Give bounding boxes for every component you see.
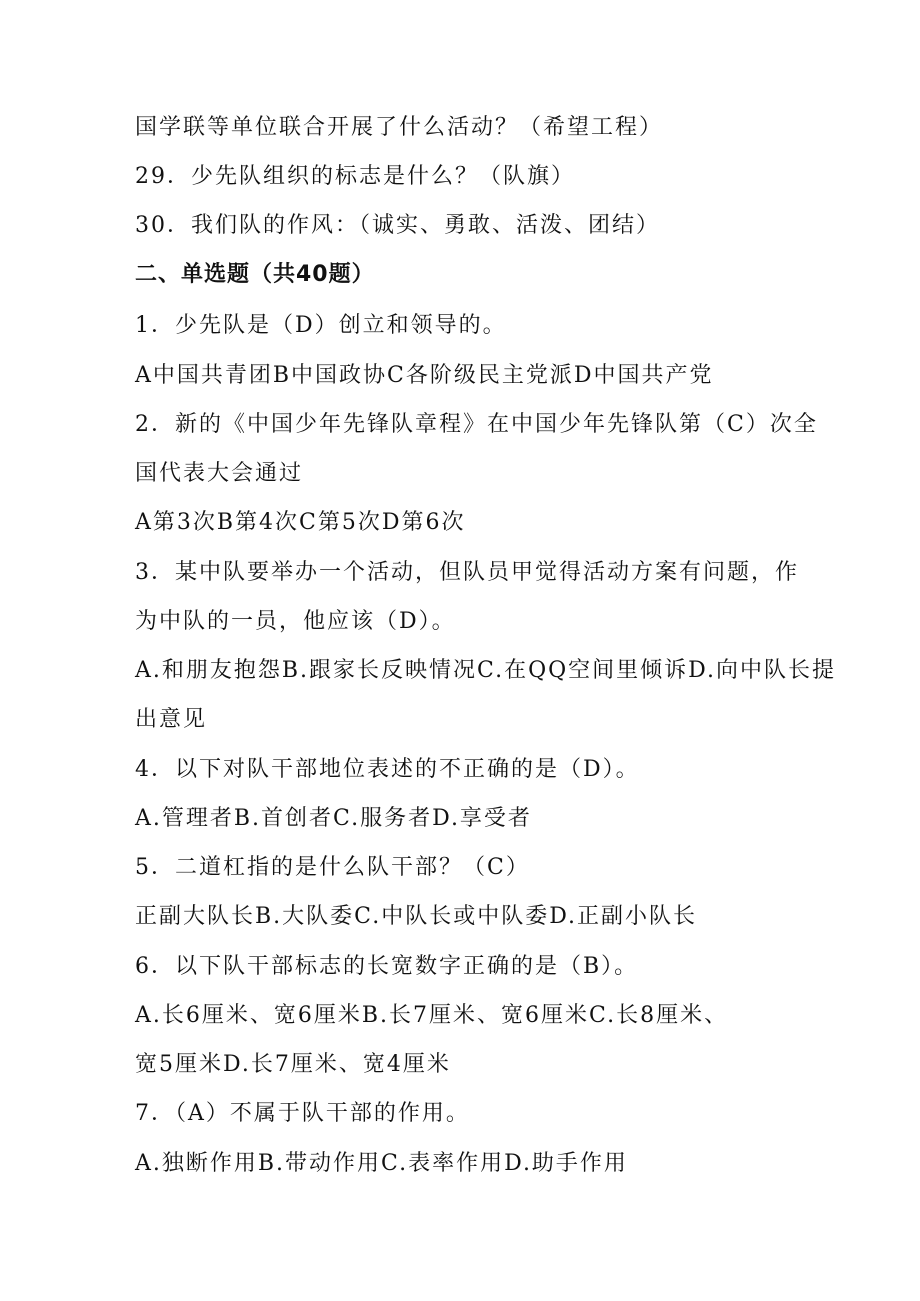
question-30: 30．我们队的作风：（诚实、勇敢、活泼、团结）: [135, 213, 660, 238]
question-1: 1．少先队是（D）创立和领导的。: [135, 313, 507, 338]
question-2-options: A第3次B第4次C第5次D第6次: [135, 510, 466, 535]
text-line-continuation: 国学联等单位联合开展了什么活动？（希望工程）: [135, 115, 664, 140]
section-heading-single-choice: 二、单选题（共40题）: [135, 262, 375, 287]
question-3: 3．某中队要举办一个活动，但队员甲觉得活动方案有问题，作: [135, 560, 799, 585]
question-3-options-continued: 出意见: [135, 707, 208, 732]
question-1-options: A中国共青团B中国政协C各阶级民主党派D中国共产党: [135, 363, 714, 388]
question-3-continued: 为中队的一员，他应该（D）。: [135, 609, 456, 634]
question-7-options: A.独断作用B.带动作用C.表率作用D.助手作用: [135, 1151, 628, 1176]
question-4-options: A.管理者B.首创者C.服务者D.享受者: [135, 806, 532, 831]
question-6-options-continued: 宽5厘米D.长7厘米、宽4厘米: [135, 1052, 451, 1077]
question-5-options: 正副大队长B.大队委C.中队长或中队委D.正副小队长: [135, 904, 698, 929]
question-5: 5．二道杠指的是什么队干部？（C）: [135, 855, 530, 880]
question-6-options: A.长6厘米、宽6厘米B.长7厘米、宽6厘米C.长8厘米、: [135, 1003, 729, 1028]
question-4: 4．以下对队干部地位表述的不正确的是（D）。: [135, 757, 640, 782]
question-6: 6．以下队干部标志的长宽数字正确的是（B）。: [135, 954, 639, 979]
question-2-continued: 国代表大会通过: [135, 461, 304, 486]
question-3-options: A.和朋友抱怨B.跟家长反映情况C.在QQ空间里倾诉D.向中队长提: [135, 658, 837, 683]
question-2: 2．新的《中国少年先锋队章程》在中国少年先锋队第（C）次全: [135, 412, 818, 437]
question-7: 7．（A）不属于队干部的作用。: [135, 1101, 470, 1126]
question-29: 29．少先队组织的标志是什么？（队旗）: [135, 164, 575, 189]
